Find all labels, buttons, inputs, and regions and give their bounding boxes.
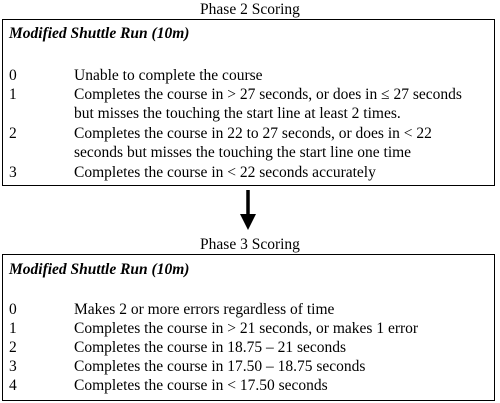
score-value: 4 bbox=[9, 377, 17, 394]
score-description: Completes the course in < 22 seconds accurately bbox=[74, 164, 376, 181]
phase3-scoring-box bbox=[2, 254, 495, 401]
phase3-title: Phase 3 Scoring bbox=[200, 236, 300, 253]
score-description: Completes the course in 18.75 – 21 seconds bbox=[74, 339, 347, 356]
score-value: 0 bbox=[9, 67, 17, 84]
score-value: 0 bbox=[9, 301, 17, 318]
score-description: Completes the course in > 21 seconds, or makes 1 error bbox=[74, 320, 419, 337]
score-description-continued: but misses the touching the start line at least 2 times. bbox=[74, 105, 401, 122]
score-value: 3 bbox=[9, 358, 17, 375]
phase3-heading: Modified Shuttle Run (10m) bbox=[9, 261, 190, 278]
score-description: Makes 2 or more errors regardless of time bbox=[74, 301, 335, 318]
arrow-head bbox=[240, 214, 256, 230]
score-description-continued: seconds but misses the touching the start line one time bbox=[74, 144, 412, 161]
score-description: Unable to complete the course bbox=[74, 67, 263, 84]
score-description: Completes the course in > 27 seconds, or does in ≤ 27 seconds bbox=[74, 86, 462, 103]
phase2-scoring-box bbox=[2, 19, 495, 186]
phase2-title: Phase 2 Scoring bbox=[200, 1, 300, 18]
down-arrow-icon bbox=[238, 190, 258, 230]
score-value: 2 bbox=[9, 125, 17, 142]
phase2-heading: Modified Shuttle Run (10m) bbox=[9, 25, 190, 42]
score-value: 2 bbox=[9, 339, 17, 356]
score-description: Completes the course in 17.50 – 18.75 seconds bbox=[74, 358, 366, 375]
score-value: 3 bbox=[9, 164, 17, 181]
score-description: Completes the course in < 17.50 seconds bbox=[74, 377, 328, 394]
score-value: 1 bbox=[9, 86, 17, 103]
score-description: Completes the course in 22 to 27 seconds, or does in < 22 bbox=[74, 125, 432, 142]
score-value: 1 bbox=[9, 320, 17, 337]
